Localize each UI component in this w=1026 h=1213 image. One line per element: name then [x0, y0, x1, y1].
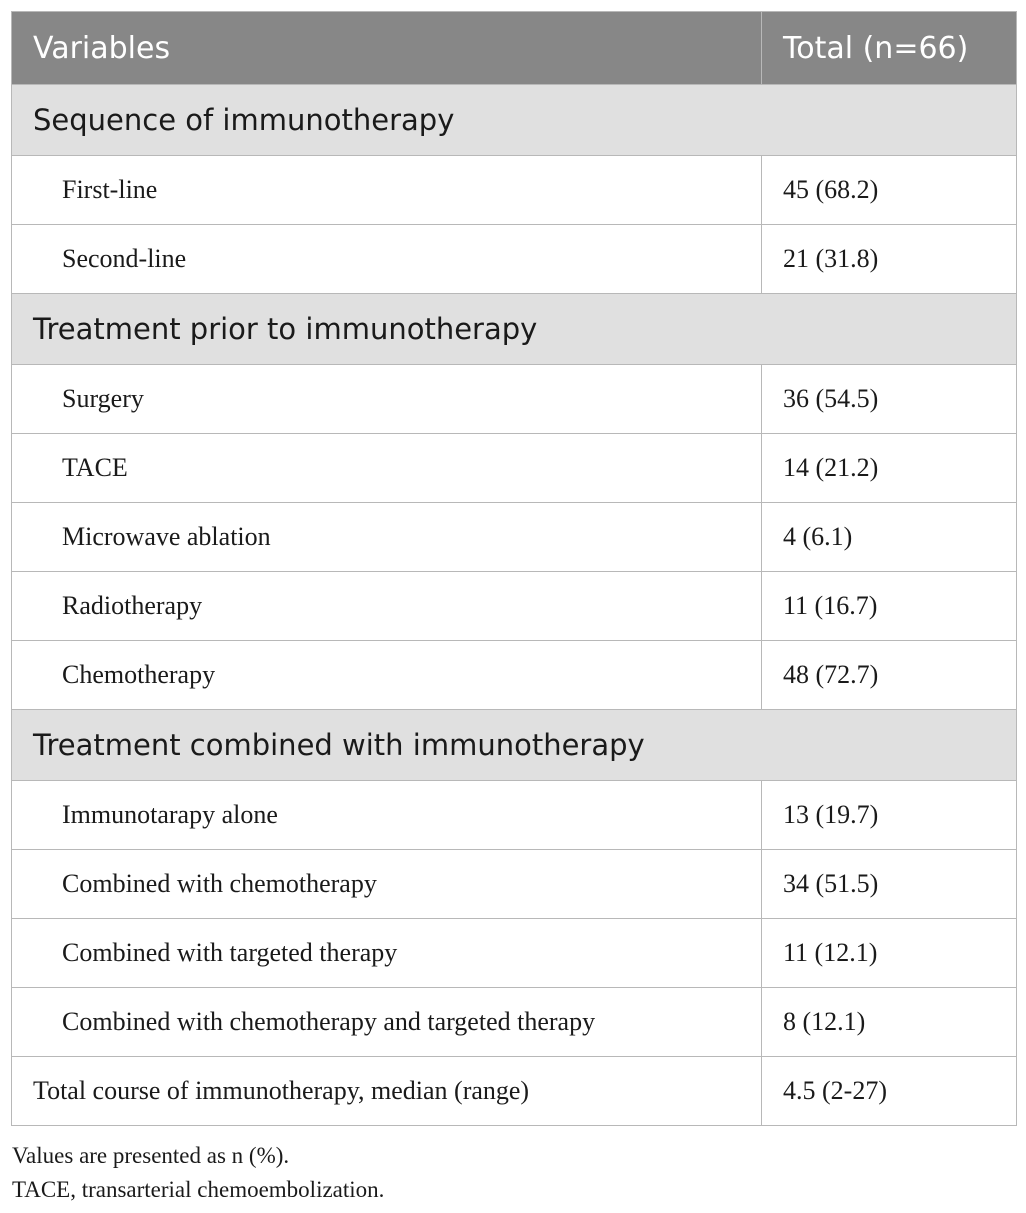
- section-header: [12, 294, 1017, 365]
- row-label: Microwave ablation: [12, 503, 762, 572]
- table-row: [12, 988, 1017, 1057]
- row-label: Chemotherapy: [12, 641, 762, 710]
- total-row: [12, 1057, 1017, 1126]
- row-value: 21 (31.8): [762, 225, 1017, 294]
- header-row: [12, 12, 1017, 85]
- row-label: Immunotarapy alone: [12, 781, 762, 850]
- footnote-values: Values are presented as n (%).: [12, 1143, 290, 1168]
- section-header: [12, 85, 1017, 156]
- row-value: 36 (54.5): [762, 365, 1017, 434]
- row-label: Second-line: [12, 225, 762, 294]
- section-title: Sequence of immunotherapy: [12, 85, 1017, 156]
- row-label: TACE: [12, 434, 762, 503]
- row-label: First-line: [12, 156, 762, 225]
- total-label: Total course of immunotherapy, median (range): [12, 1057, 762, 1126]
- header-total: Total (n=66): [762, 12, 1017, 85]
- row-label: Radiotherapy: [12, 572, 762, 641]
- header-variables: Variables: [12, 12, 762, 85]
- section-title: Treatment combined with immunotherapy: [12, 710, 1017, 781]
- row-value: 45 (68.2): [762, 156, 1017, 225]
- row-label: Combined with chemotherapy: [12, 850, 762, 919]
- row-value: 13 (19.7): [762, 781, 1017, 850]
- row-label: Surgery: [12, 365, 762, 434]
- total-value: 4.5 (2-27): [762, 1057, 1017, 1126]
- table-row: [12, 434, 1017, 503]
- table-row: [12, 572, 1017, 641]
- table-row: [12, 156, 1017, 225]
- footnote-abbreviation: TACE, transarterial chemoembolization.: [12, 1177, 385, 1202]
- table-row: [12, 503, 1017, 572]
- section-title: Treatment prior to immunotherapy: [12, 294, 1017, 365]
- table-row: [12, 641, 1017, 710]
- row-value: 48 (72.7): [762, 641, 1017, 710]
- section-header: [12, 710, 1017, 781]
- row-value: 11 (12.1): [762, 919, 1017, 988]
- row-label: Combined with targeted therapy: [12, 919, 762, 988]
- row-value: 34 (51.5): [762, 850, 1017, 919]
- row-value: 14 (21.2): [762, 434, 1017, 503]
- table-row: [12, 919, 1017, 988]
- table-footnotes: [12, 1139, 384, 1207]
- table-row: [12, 365, 1017, 434]
- row-value: 8 (12.1): [762, 988, 1017, 1057]
- row-value: 11 (16.7): [762, 572, 1017, 641]
- data-table: [11, 11, 1017, 1126]
- table-row: [12, 850, 1017, 919]
- table-row: [12, 781, 1017, 850]
- table-row: [12, 225, 1017, 294]
- row-value: 4 (6.1): [762, 503, 1017, 572]
- row-label: Combined with chemotherapy and targeted therapy: [12, 988, 762, 1057]
